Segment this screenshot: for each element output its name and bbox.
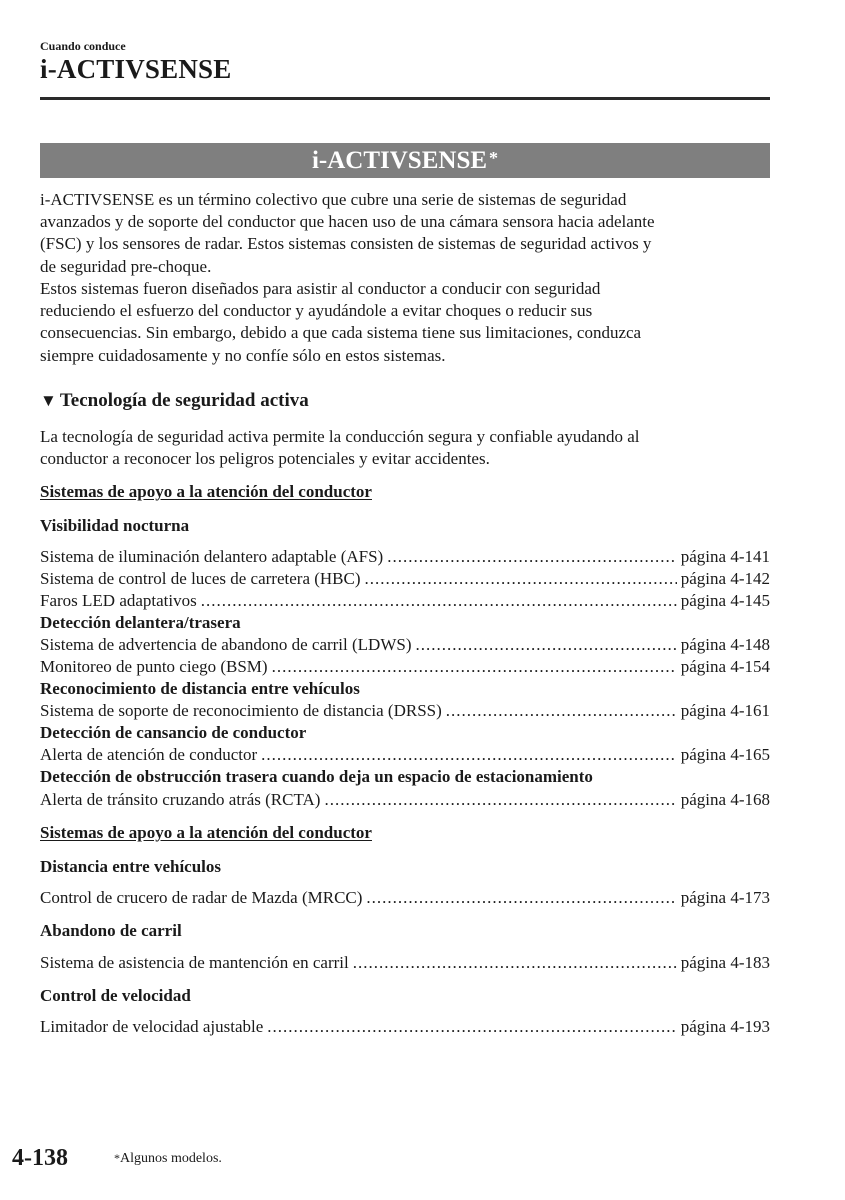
toc-dots	[446, 700, 677, 722]
intro-line: consecuencias. Sin embargo, debido a que cada sistema tiene sus limitaciones, conduzca	[40, 323, 642, 343]
toc-row-ldws[interactable]	[40, 634, 770, 656]
intro-paragraph-2	[40, 278, 770, 367]
title-banner	[40, 143, 770, 178]
toc-page: página 4-193	[680, 1017, 770, 1036]
toc-label: Alerta de tránsito cruzando atrás (RCTA)	[40, 790, 321, 809]
toc-row-velocidad[interactable]	[40, 1016, 770, 1038]
intro-line: siempre cuidadosamente y no confíe sólo en estos sistemas.	[40, 345, 446, 365]
toc-row-alerta[interactable]	[40, 744, 770, 766]
toc-row-mrcc[interactable]	[40, 887, 770, 909]
section-heading	[40, 390, 309, 412]
toc-label: Sistema de advertencia de abandono de carril (LDWS)	[40, 635, 412, 654]
banner-star: *	[489, 148, 499, 168]
toc-dots	[261, 744, 677, 766]
footer-star: *	[114, 1151, 120, 1165]
description-line: conductor a reconocer los peligros potenciales y evitar accidentes.	[40, 449, 490, 469]
toc-page: página 4-148	[680, 635, 770, 654]
toc-row-bsm[interactable]	[40, 656, 770, 678]
subheading-obstruccion: Detección de obstrucción trasera cuando deja un espacio de estacionamiento	[40, 767, 593, 786]
toc-dots	[366, 887, 676, 909]
toc-dots	[387, 546, 677, 568]
footer-note-text: Algunos modelos.	[120, 1151, 222, 1166]
toc-page: página 4-168	[680, 790, 770, 809]
section-description	[40, 426, 770, 470]
toc-label: Monitoreo de punto ciego (BSM)	[40, 657, 268, 676]
toc-row-hbc[interactable]	[40, 568, 770, 590]
subheading-distancia-vehiculos: Distancia entre vehículos	[40, 857, 222, 876]
toc-page: página 4-141	[680, 547, 770, 566]
toc-page: página 4-183	[680, 953, 770, 972]
toc-label: Faros LED adaptativos	[40, 591, 197, 610]
footer-note	[114, 1151, 222, 1167]
toc-page: página 4-173	[680, 888, 770, 907]
toc-page: página 4-161	[680, 701, 770, 720]
subheading-velocidad: Control de velocidad	[40, 986, 191, 1005]
toc-page: página 4-165	[680, 745, 770, 764]
toc-dots	[201, 590, 677, 612]
subheading-visibilidad: Visibilidad nocturna	[40, 516, 190, 535]
subheading-deteccion: Detección delantera/trasera	[40, 613, 241, 632]
section-title: Tecnología de seguridad activa	[59, 390, 309, 411]
toc-label: Sistema de asistencia de mantención en carril	[40, 953, 349, 972]
toc-dots	[267, 1016, 676, 1038]
toc-row-rcta[interactable]	[40, 789, 770, 811]
toc-label: Control de crucero de radar de Mazda (MRCC)	[40, 888, 363, 907]
toc-page: página 4-145	[680, 591, 770, 610]
toc-dots	[272, 656, 677, 678]
header-divider	[40, 97, 770, 100]
toc-row-carril[interactable]	[40, 952, 770, 974]
toc-row-led[interactable]	[40, 590, 770, 612]
toc-label: Sistema de control de luces de carretera (HBC)	[40, 569, 361, 588]
toc-row-afs[interactable]	[40, 546, 770, 568]
toc-label: Alerta de atención de conductor	[40, 745, 258, 764]
subheading-carril: Abandono de carril	[40, 921, 182, 940]
subheading-distancia: Reconocimiento de distancia entre vehículos	[40, 679, 360, 698]
intro-line: i-ACTIVSENSE es un término colectivo que cubre una serie de sistemas de seguridad	[40, 190, 627, 209]
triangle-down-icon: ▼	[40, 391, 57, 410]
header-section-label: Cuando conduce	[40, 39, 126, 53]
toc-dots	[416, 634, 677, 656]
intro-line: Estos sistemas fueron diseñados para asistir al conductor a conducir con seguridad	[40, 279, 601, 298]
toc-dots	[365, 568, 677, 590]
banner-title: i-ACTIVSENSE	[311, 147, 488, 174]
intro-line: de seguridad pre-choque.	[40, 256, 212, 276]
intro-line: (FSC) y los sensores de radar. Estos sistemas consisten de sistemas de seguridad activos y	[40, 234, 652, 254]
group-heading-1: Sistemas de apoyo a la atención del conductor	[40, 482, 372, 501]
toc-dots	[353, 952, 677, 974]
toc-page: página 4-142	[680, 569, 770, 588]
footer-page-number: 4-138	[12, 1145, 68, 1171]
toc-dots	[324, 789, 676, 811]
toc-label: Sistema de soporte de reconocimiento de distancia (DRSS)	[40, 701, 442, 720]
description-line: La tecnología de seguridad activa permite la conducción segura y confiable ayudando al	[40, 427, 640, 446]
toc-label: Limitador de velocidad ajustable	[40, 1017, 264, 1036]
intro-paragraph-1	[40, 189, 770, 278]
intro-line: avanzados y de soporte del conductor que hacen uso de una cámara sensora hacia adelante	[40, 212, 655, 232]
toc-page: página 4-154	[680, 657, 770, 676]
toc-row-drss[interactable]	[40, 700, 770, 722]
subheading-cansancio: Detección de cansancio de conductor	[40, 723, 307, 742]
toc-label: Sistema de iluminación delantero adaptable (AFS)	[40, 547, 384, 566]
header-title: i-ACTIVSENSE	[40, 54, 232, 84]
intro-line: reduciendo el esfuerzo del conductor y ayudándole a evitar choques o reducir sus	[40, 301, 593, 321]
group-heading-2: Sistemas de apoyo a la atención del conductor	[40, 823, 372, 842]
